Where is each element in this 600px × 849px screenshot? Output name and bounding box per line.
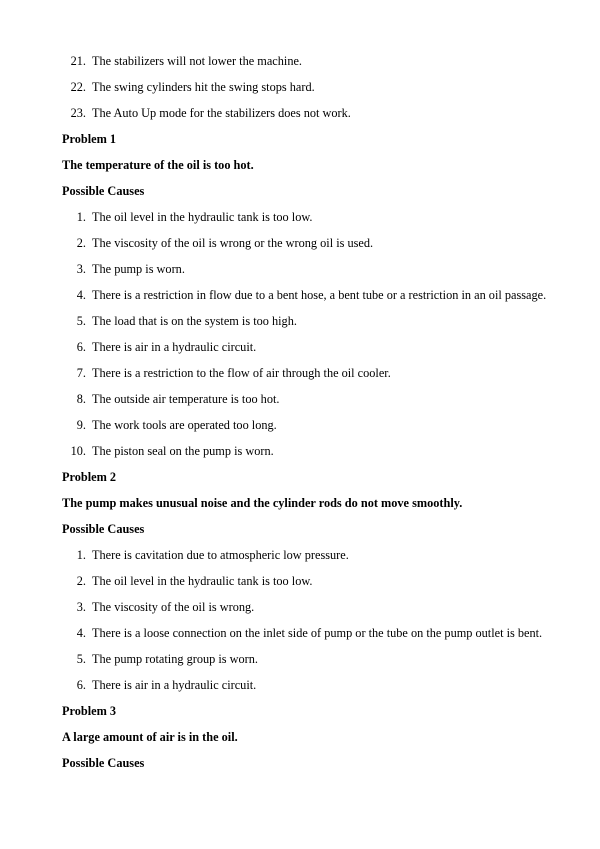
list-text: The piston seal on the pump is worn. bbox=[92, 444, 274, 458]
list-number: 4. bbox=[76, 626, 86, 640]
list-number: 7. bbox=[76, 366, 86, 380]
list-item bbox=[62, 288, 546, 302]
list-item bbox=[62, 548, 349, 562]
list-number: 2. bbox=[76, 236, 86, 250]
list-text: There is air in a hydraulic circuit. bbox=[92, 678, 257, 692]
list-number: 1. bbox=[76, 210, 86, 224]
problem-1-statement: The temperature of the oil is too hot. bbox=[62, 158, 254, 172]
list-number: 3. bbox=[76, 600, 86, 614]
list-item bbox=[62, 106, 351, 120]
list-text: The Auto Up mode for the stabilizers does not work. bbox=[92, 106, 351, 120]
list-item bbox=[62, 210, 313, 224]
list-number: 2. bbox=[76, 574, 86, 588]
list-item bbox=[62, 392, 279, 406]
list-number: 10. bbox=[70, 444, 86, 458]
list-text: There is air in a hydraulic circuit. bbox=[92, 340, 257, 354]
list-text: The viscosity of the oil is wrong or the wrong oil is used. bbox=[92, 236, 374, 250]
list-text: There is a loose connection on the inlet side of pump or the tube on the pump outlet is bent. bbox=[92, 626, 543, 640]
list-text: There is a restriction in flow due to a bent hose, a bent tube or a restriction in an oil passage. bbox=[92, 288, 547, 302]
list-item bbox=[62, 80, 315, 94]
list-item bbox=[62, 236, 373, 250]
list-item bbox=[62, 340, 256, 354]
list-text: The oil level in the hydraulic tank is too low. bbox=[92, 210, 313, 224]
list-item bbox=[62, 678, 256, 692]
list-text: The swing cylinders hit the swing stops hard. bbox=[92, 80, 315, 94]
list-item bbox=[62, 366, 391, 380]
list-text: The oil level in the hydraulic tank is too low. bbox=[92, 574, 313, 588]
list-text: The work tools are operated too long. bbox=[92, 418, 277, 432]
list-text: The viscosity of the oil is wrong. bbox=[92, 600, 255, 614]
problem-3-heading: Problem 3 bbox=[62, 704, 117, 718]
list-text: The pump rotating group is worn. bbox=[92, 652, 258, 666]
list-number: 6. bbox=[76, 678, 86, 692]
list-number: 5. bbox=[76, 314, 86, 328]
list-number: 8. bbox=[76, 392, 86, 406]
list-number: 4. bbox=[76, 288, 86, 302]
list-number: 3. bbox=[76, 262, 86, 276]
list-item bbox=[62, 444, 274, 458]
list-text: The stabilizers will not lower the machine. bbox=[92, 54, 303, 68]
problem-3-causes-heading: Possible Causes bbox=[62, 756, 145, 770]
list-item bbox=[62, 54, 302, 68]
list-number: 9. bbox=[76, 418, 86, 432]
list-item bbox=[62, 652, 258, 666]
list-text: The pump is worn. bbox=[92, 262, 185, 276]
problem-2-heading: Problem 2 bbox=[62, 470, 117, 484]
list-number: 22. bbox=[70, 80, 86, 94]
list-text: There is a restriction to the flow of air through the oil cooler. bbox=[92, 366, 391, 380]
problem-1-causes-heading: Possible Causes bbox=[62, 184, 145, 198]
list-item bbox=[62, 574, 313, 588]
problem-3-statement: A large amount of air is in the oil. bbox=[62, 730, 238, 744]
list-number: 5. bbox=[76, 652, 86, 666]
problem-1-heading: Problem 1 bbox=[62, 132, 117, 146]
list-text: The load that is on the system is too high. bbox=[92, 314, 297, 328]
list-item bbox=[62, 600, 254, 614]
list-item bbox=[62, 314, 297, 328]
list-number: 6. bbox=[76, 340, 86, 354]
list-number: 23. bbox=[70, 106, 86, 120]
list-text: The outside air temperature is too hot. bbox=[92, 392, 280, 406]
list-number: 1. bbox=[76, 548, 86, 562]
problem-2-statement: The pump makes unusual noise and the cylinder rods do not move smoothly. bbox=[62, 496, 463, 510]
list-text: There is cavitation due to atmospheric low pressure. bbox=[92, 548, 349, 562]
list-item bbox=[62, 418, 277, 432]
list-item bbox=[62, 262, 185, 276]
list-number: 21. bbox=[70, 54, 86, 68]
problem-2-causes-heading: Possible Causes bbox=[62, 522, 145, 536]
list-item bbox=[62, 626, 542, 640]
